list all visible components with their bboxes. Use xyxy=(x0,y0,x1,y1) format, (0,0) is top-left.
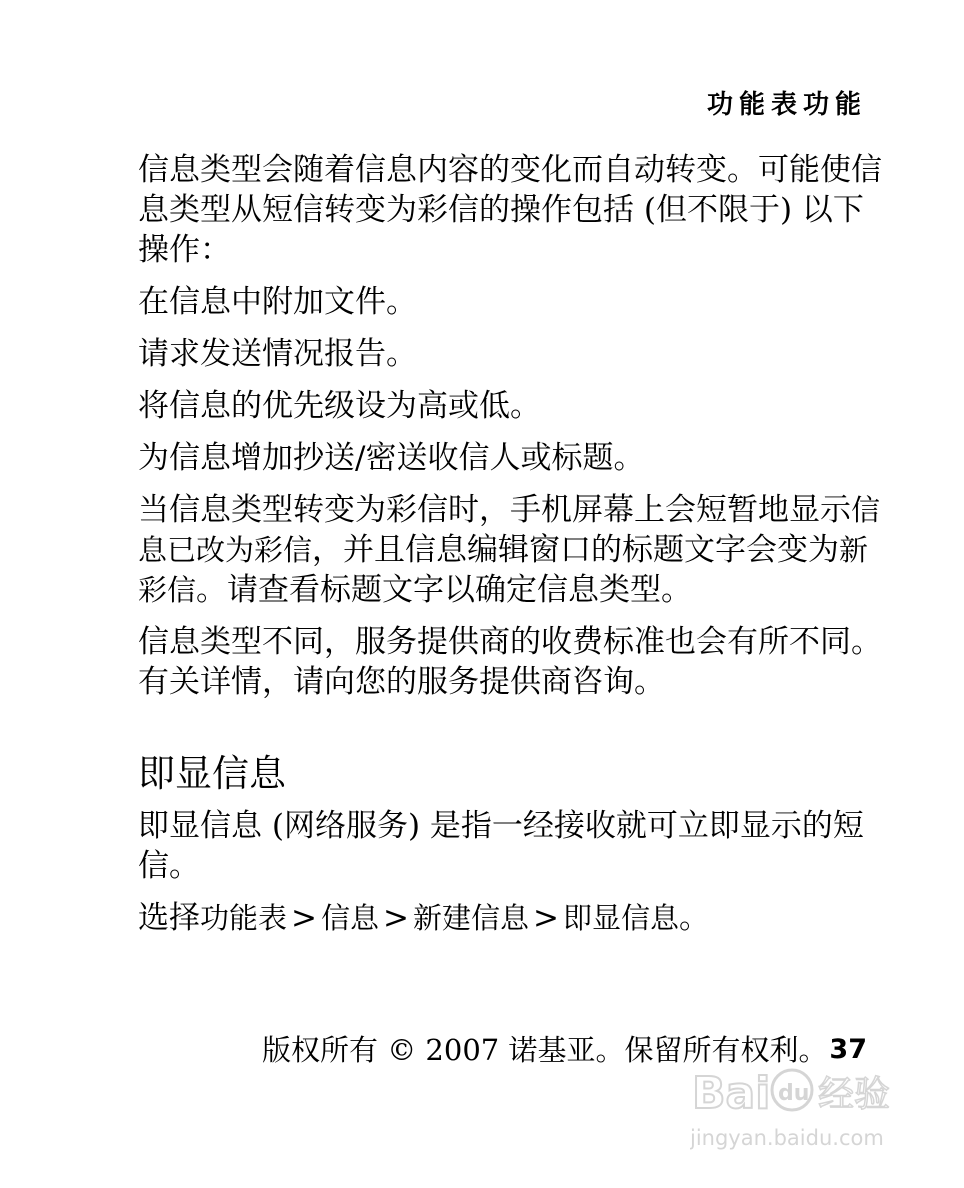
list-item: 请求发送情况报告。 xyxy=(138,336,417,372)
paragraph-text: ，并且信息编辑窗口的标题文字会变为 xyxy=(312,532,840,568)
flash-message-paragraph: 即显信息 (网络服务) 是指一经接收就可立即显示的短信。 xyxy=(138,808,864,884)
running-header: 功能表功能 xyxy=(706,90,867,120)
section-title: 即显信息 xyxy=(138,752,286,795)
ui-text-new-mms: 新彩信 xyxy=(138,533,869,607)
path-separator: > xyxy=(383,900,409,936)
page-number: 37 xyxy=(829,1034,867,1065)
paragraph-text: 当信息类型转变为彩信时，手机屏幕上会短暂地显示 xyxy=(138,492,851,528)
svg-text:经验: 经验 xyxy=(818,1074,891,1115)
menu-path-item: 即显信息 xyxy=(563,901,680,935)
ui-text-message-changed: 信息已改为彩信 xyxy=(138,493,881,567)
menu-path-paragraph xyxy=(138,898,883,938)
copyright-footer: 版权所有 © 2007 诺基亚。保留所有权利。 xyxy=(262,1033,828,1067)
menu-path-item: 信息 xyxy=(321,901,380,935)
list-item: 为信息增加抄送/密送收信人或标题。 xyxy=(138,440,645,476)
path-separator: > xyxy=(291,900,317,936)
conversion-paragraph xyxy=(138,490,883,610)
list-item: 在信息中附加文件。 xyxy=(138,284,417,320)
charges-paragraph: 信息类型不同，服务提供商的收费标准也会有所不同。有关详情，请向您的服务提供商咨询。 xyxy=(138,624,882,700)
list-item: 将信息的优先级设为高或低。 xyxy=(138,388,541,424)
path-separator: > xyxy=(533,900,559,936)
menu-path-item: 新建信息 xyxy=(413,901,530,935)
select-suffix: 。 xyxy=(679,900,711,936)
intro-paragraph: 信息类型会随着信息内容的变化而自动转变。可能使信息类型从短信转变为彩信的操作包括 (但不限于) 以下操作： xyxy=(138,152,882,268)
menu-path-item: 功能表 xyxy=(200,901,288,935)
svg-text:Bai: Bai xyxy=(692,1068,771,1119)
main-content xyxy=(138,150,883,950)
svg-text:jingyan.baidu.com: jingyan.baidu.com xyxy=(690,1126,884,1150)
paragraph-text: 。请查看标题文字以确定信息类型。 xyxy=(196,572,693,608)
select-prefix: 选择 xyxy=(138,900,200,936)
svg-text:du: du xyxy=(778,1081,810,1106)
